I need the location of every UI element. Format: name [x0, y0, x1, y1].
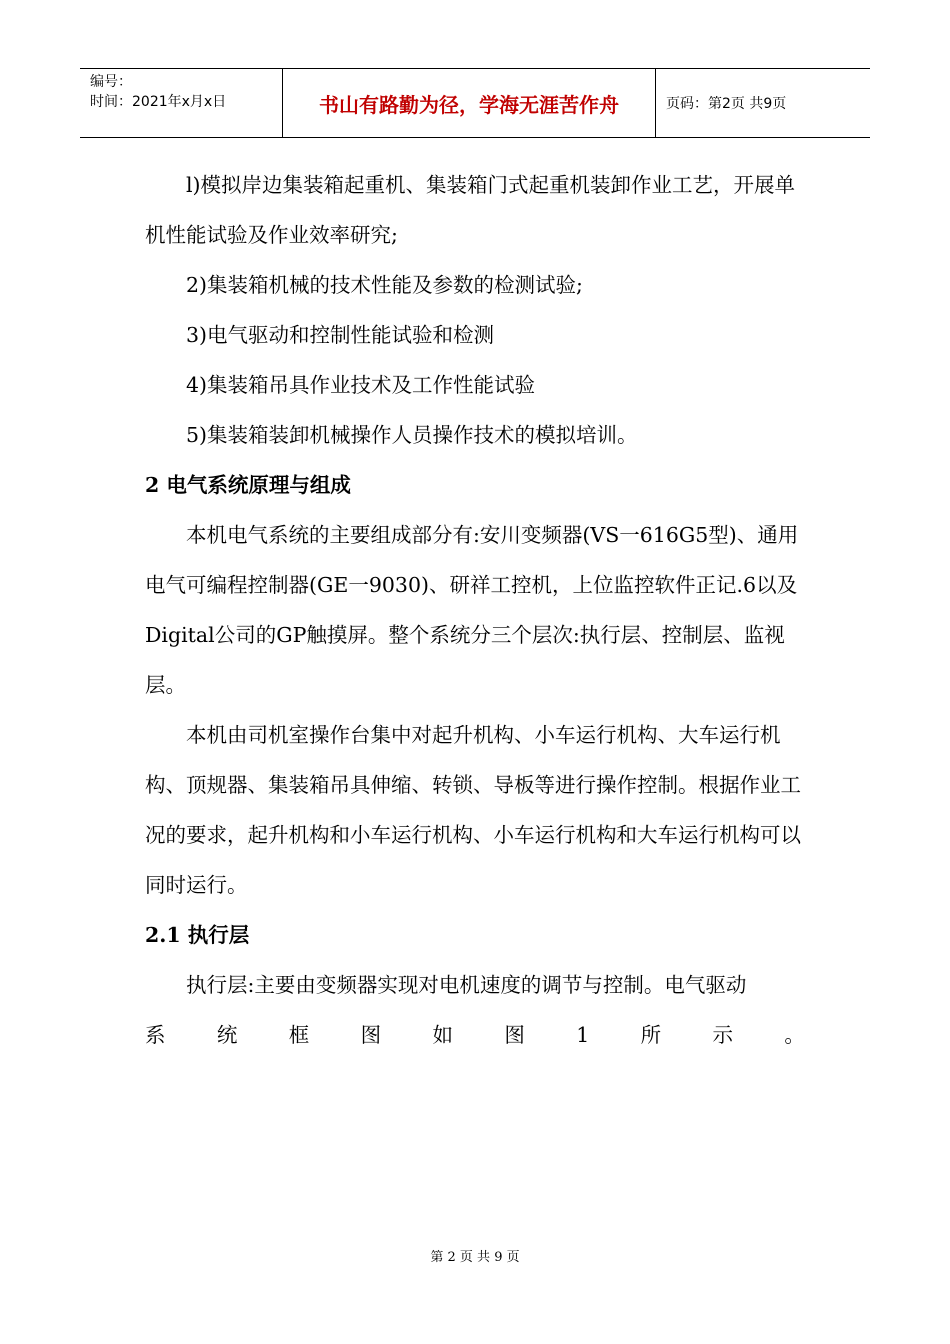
spread-text-line — [145, 1010, 805, 1060]
spread-word: 所 — [640, 1023, 662, 1047]
spread-word: 框 — [288, 1023, 310, 1047]
header-left-cell — [80, 69, 282, 137]
section-2-paragraph-2: 本机由司机室操作台集中对起升机构、小车运行机构、大车运行机构、顶规器、集装箱吊具伸缩、转锁、导板等进行操作控制。根据作业工况的要求，起升机构和小车运行机构、小车运行机构和大车运行机构可以同时运行。 — [145, 723, 801, 897]
section-2-heading: 2 电气系统原理与组成 — [145, 473, 351, 497]
page-header — [80, 68, 870, 138]
spread-word: 系 — [145, 1023, 166, 1047]
header-page-info: 页码：第2页 共9页 — [666, 96, 787, 112]
list-item-3: 3)电气驱动和控制性能试验和检测 — [186, 323, 495, 347]
page-footer: 第 2 页 共 9 页 — [430, 1250, 520, 1265]
header-time-label: 时间：2021年x月x日 — [90, 94, 227, 110]
section-2-1-heading: 2.1 执行层 — [145, 923, 250, 947]
spread-word: 示 — [712, 1023, 734, 1047]
spread-word: 。 — [784, 1023, 805, 1047]
section-2-1-paragraph: 执行层:主要由变频器实现对电机速度的调节与控制。电气驱动 — [186, 973, 747, 997]
spread-word: 图 — [360, 1023, 382, 1047]
spread-word: 统 — [216, 1023, 238, 1047]
header-number-label: 编号： — [90, 74, 132, 90]
spread-word: 如 — [432, 1023, 453, 1047]
spread-word: 1 — [576, 1023, 590, 1047]
list-item-5: 5)集装箱装卸机械操作人员操作技术的模拟培训。 — [186, 423, 638, 447]
document-body — [145, 160, 805, 1060]
section-2-paragraph-1: 本机电气系统的主要组成部分有:安川变频器(VS一616G5型)、通用电气可编程控制器(GE一9030)、研祥工控机，上位监控软件正记.6以及Digital公司的GP触摸屏。整个系统分三个层次:执行层、控制层、监视层。 — [145, 523, 799, 697]
list-item-1: l)模拟岸边集装箱起重机、集装箱门式起重机装卸作业工艺，开展单机性能试验及作业效率研究; — [145, 173, 796, 247]
list-item-2: 2)集装箱机械的技术性能及参数的检测试验; — [186, 273, 583, 297]
spread-word: 图 — [504, 1023, 525, 1047]
header-motto: 书山有路勤为径，学海无涯苦作舟 — [282, 69, 656, 137]
list-item-4: 4)集装箱吊具作业技术及工作性能试验 — [186, 373, 536, 397]
